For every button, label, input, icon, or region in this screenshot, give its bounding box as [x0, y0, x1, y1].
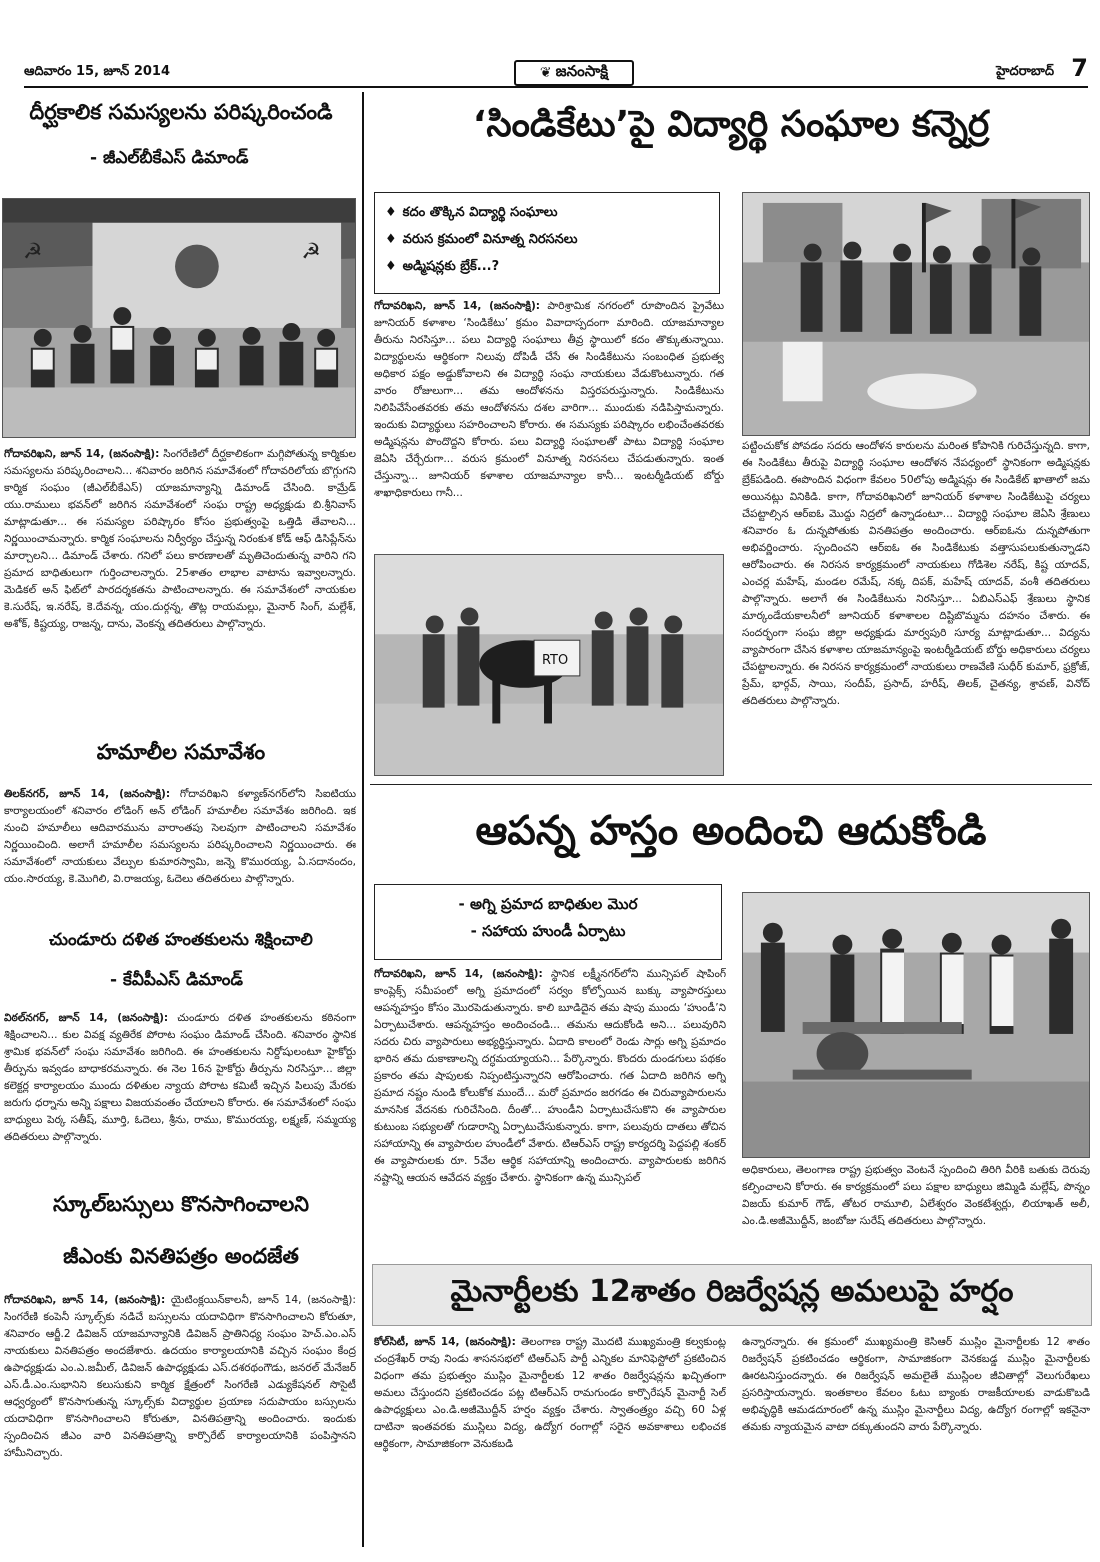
- left-story1-subhead: - జీఎల్‌బీకేఎస్ డిమాండ్: [90, 148, 249, 168]
- svg-text:RTO: RTO: [542, 653, 569, 669]
- dateline: గోదావరిఖని, జూన్ 14, (జనంసాక్షి):: [374, 968, 543, 980]
- dateline: గోదావరిఖని, జూన్ 14, (జనంసాక్షి):: [4, 448, 160, 460]
- diamond-icon: ♦: [385, 205, 397, 220]
- masthead-rule: [24, 86, 1088, 88]
- diamond-icon: ♦: [385, 232, 397, 247]
- left-story1-body: [4, 446, 356, 726]
- article-text: పట్టించుకోక పోవడం సదరు ఆందోళన కారులను మరింత కోపానికి గురిచేస్తున్నది. కాగా, ఈ సిండికేటు తీరుపై విద్యార్థి సంఘాల ఆందోళన నేపధ్యంలో స్థానికంగా అడ్మిషన్లకు బ్రేక్‌పడింది. ఈపొందిన విధంగా కేవలం 50లోపు అడ్మిషన్లు ఈ సిండికేట్ ఖాతాలో జమ అయినట్లు వినికిడి. కాగా, గోదావరిఖనిలో జూనియర్ కళాశాల సిండికేటుపై చర్యలు చేపట్టాల్సిన ఆర్ఐఓ మొద్దు నిద్రలో ఉన్నాడంటూ... విద్యార్థి సంఘాల జెఏసి శ్రేణులు శనివారం ఓ దున్నపోతుకు వినతిపత్రం అందించారు. ఆర్ఐఓను దున్నపోతుగా అభివర్ణించారు. స్పందించని ఆర్ఐఓ ఈ సిండికేటుకు వత్తాసుపలుకుతున్నాడని ఆరోపించారు. ఈ నిరసన కార్యక్రమంలో నాయకులు గోడిశెల నరేష్, కిష్ట యాదవ్, ఎంచర్ల మహేష్, మండల రమేష్, నక్క దిపక్, మహేష్ యాదవ్, వంశీ తదితరులు పాల్గొన్నారు. అలాగే ఈ సిండికేటును నిరసిస్తూ... ఏబిఎస్‌ఎఫ్ శ్రేణులు స్థానిక మార్కండేయకాలనీలో జూనియర్ కళాశాలల దిష్టిబొమ్మను దహనం చేశారు. ఈ సందర్భంగా సంఘ జిల్లా అధ్యక్షుడు మార్వపురి సూర్య మాట్లాడుతూ... విద్యను వ్యాపారంగా చేసిన కళాశాల యాజమాన్యంపై ఇంటర్మీడియట్ బోర్డు అధికారులు చర్యలు చేపట్టాలన్నారు. ఈ నిరసన కార్యక్రమంలో నాయకులు రాణవేణి సుధీర్ కుమార్, ఫ్రక్రోజ్, ప్రేమ్, భార్గవ్, సాయి, సందీప్, ప్రసాద్, హరీష్, తిలక్, చైతన్య, శ్రావణ్, వినోద్ తదితరులు పాల్గొన్నారు.: [742, 440, 1090, 707]
- article-text: చుండూరు దళిత హంతకులను కఠినంగా శిక్షించాలని... కుల వివక్ష వ్యతిరేక పోరాట సంఘం డిమాండ్ చేసింది. శనివారం స్థానిక శ్రామిక భవన్‌లో సంఘ సమావేశం జరిగింది. ఈ హంతకులను నిర్దోషులంటూ హైకోర్టు తీర్పును ఇవ్వడం బాధాకరమన్నారు. ఈ నెల 16న హైకోర్టు తీర్పును నిరసిస్తూ... జిల్లా కలెక్టర్ల కార్యాలయం ముందు దళితుల న్యాయ పోరాట కమిటీ ఇచ్చిన పిలుపు మేరకు జరుగు ధర్నాను అన్ని పక్షాలు విజయవంతం చేయాలని కోరారు. ఈ సమావేశంలో సంఘ బాధ్యులు పెర్క సతీష్, మూర్తి, ఓదెలు, శ్రీను, రాము, కొమురయ్య, లక్ష్మణ్, సమ్మయ్య తదితరులు పాల్గొన్నారు.: [4, 1012, 356, 1143]
- left-story1-headline: దీర్ఘకాలిక సమస్యలను పరిష్కరించండి: [29, 100, 333, 124]
- bullet-item: ♦ వరుస క్రమంలో వినూత్న నిరసనలు: [385, 232, 578, 247]
- left-story3-subhead: - కేవీపీఎస్ డిమాండ్: [110, 970, 243, 990]
- section-rule: [370, 784, 1092, 785]
- right-story2-headline: ఆపన్న హస్తం అందించి ఆదుకోండి: [475, 808, 987, 854]
- left-story2-headline: హమాలీల సమావేశం: [96, 740, 266, 764]
- svg-text:☭: ☭: [301, 239, 321, 265]
- newspaper-logo: [514, 60, 634, 86]
- article-text: పారిశ్రామిక నగరంలో రూపొందిన ప్రైవేటు జూనియర్ కళాశాల ‘సిండికేటు’ క్రమం వివాదాస్పదంగా మారింది. యాజమాన్యాల తీరును నిరసిస్తూ... పలు విద్యార్థి సంఘాలు తీవ్ర స్థాయిలో కదం తొక్కుతున్నాయి. విద్యార్థులను ఆర్థికంగా నిలువు దోపిడీ చేసే ఈ సిండికేటును సంబంధిత ప్రభుత్వ అధికార పక్షం అడ్డుకోవాలని ఈ విద్యార్థి సంఘ నాయకులు వేడుకొంటున్నారు. గత వారం రోజులుగా... తమ ఆందోళనను విస్తరపరుస్తున్నారు. సిండికేటును నిలిపివేసేంతవరకు తమ ఆందోళనను దశల వారిగా... ముందుకు నడిపిస్తామన్నారు. ఇందుకు విద్యార్థులు సహరించాలని కోరారు. ఈ సమస్యకు పరిష్కారం లభించేంతవరకు అడ్మిషన్లను పొందొద్దని కోరారు. పలు విద్యార్థి సంఘాలతో పాటు విద్యార్థి సంఘాల జెఏసి చేర్చేరుగా... వరుస క్రమంలో వినూత్న నిరసనలు చేపడుతున్నారు. ఇంత చేస్తున్నా... జూనియర్ కళాశాల యాజమాన్యాల కానీ... ఇంటర్మీడియట్ బోర్డు శాఖాధికారులు గానీ...: [374, 300, 724, 499]
- right-story1-body-cont: [742, 438, 1090, 778]
- article-text: అధికారులు, తెలంగాణ రాష్ట్ర ప్రభుత్వం వెంటనే స్పందించి తిరిగి వీరికి బతుకు దెరువు కల్పించాలని కోరారు. ఈ కార్యక్రమంలో పలు పక్షాల బాధ్యులు జిమ్మిడి మల్లేష్, పొన్నం విజయ్ కుమార్ గౌడ్, తోటర రామూలి, ఏలేశ్వరం వెంకటేశ్వర్లు, లియాఖత్ అలీ, ఎం.డి.అజీమొద్దీన్, జంబోజు సురేష్ తదితరులు పాల్గొన్నారు.: [742, 1164, 1090, 1227]
- student-protest-effigy-photo: [742, 192, 1090, 436]
- page-number: 7: [1071, 54, 1088, 82]
- svg-text:☭: ☭: [22, 239, 43, 265]
- right-story3-headline: మైనార్టీలకు 12శాతం రిజర్వేషన్ల అమలుపై హర్షం: [450, 1274, 1014, 1309]
- dateline: గోదావరిఖని, జూన్ 14, (జనంసాక్షి):: [4, 1294, 166, 1306]
- right-story2-body: [374, 966, 726, 1254]
- dateline: తిలక్‌నగర్, జూన్ 14, (జనంసాక్షి):: [4, 788, 171, 800]
- right-story2-body-cont: [742, 1162, 1090, 1256]
- buffalo-petition-photo: [374, 554, 724, 776]
- dateline: గోదావరిఖని, జూన్ 14, (జనంసాక్షి):: [374, 300, 541, 312]
- article-text: సింగరేణిలో దీర్ఘకాలికంగా మగ్గిపోతున్న కార్మికుల సమస్యలను పరిష్కరించాలని... శనివారం జరిగిన సమావేశంలో గోదావరిలోయ బొగ్గుగని కార్మిక సంఘం (జీఎల్‌బీకేఎస్) యాజమాన్యాన్ని డిమాండ్ చేసింది. కామ్రేడ్ యు.రాములు భవన్‌లో జరిగిన సమావేశంలో సంఘ రాష్ట్ర అధ్యక్షుడు బి.శ్రీనివాస్ మాట్లాడుతూ... ఈ సమస్యల పరిష్కారం కోసం ప్రభుత్వంపై ఒత్తిడి తేవాలని... నిర్ణయించామన్నారు. కార్మిక సంఘాలను నిర్వీర్యం చేస్తున్న నిరంకుశ కోడ్ ఆఫ్ డిసిప్లేన్‌ను మార్చాలని... డిమాండ్ చేశారు. గనిలో పలు కారణాలతో మృతిచెందుతున్న వారిని గని ప్రమాద బాధితులుగా గుర్తించాలన్నారు. 25శాతం లాభాల వాటాను ఇవ్వాలన్నారు. మెడికల్ అన్ ఫిట్‌లో పారదర్శకతను పాటించాలన్నారు. ఈ సమావేశంలో నాయకుల కె.సురేష్, ఇ.నరేష్, కె.దేవన్న, యం.దుర్గన్న, తొట్ల రాయమల్లు, మైనార్ సింగ్, మల్లేశ్, అశోక్, కిష్టయ్య, రాజన్న, దాను, వెంకన్న తదితరులు పాల్గొన్నారు.: [4, 448, 356, 630]
- dateline: విఠల్‌నగర్, జూన్ 14, (జనంసాక్షి):: [4, 1012, 169, 1024]
- subhead-line: - సహాయ హుండీ ఏర్పాటు: [470, 922, 626, 940]
- left-story4-headline: స్కూల్‌బస్సులు కొనసాగించాలని: [53, 1192, 309, 1216]
- right-story1-bullets: [374, 192, 720, 294]
- leaf-icon: ❦: [539, 65, 552, 81]
- fire-victims-donation-photo: [742, 892, 1090, 1158]
- article-text: యైటింక్లయిన్‌కాలనీ, జూన్ 14, (జనంసాక్షి): సింగరేణి కంపెనీ స్కూల్స్‌కు నడిచే బస్సులను యదావిధిగా కొనసాగించాలని కోరుతూ, శనివారం ఆర్జీ.2 డివిజన్ యాజమాన్యానికి డివిజన్ ప్రాతినిధ్య సంఘం హెచ్.ఎం.ఎస్ నాయకులు వినతిపత్రం అందజేశారు. ఉదయం కార్యాలయానికి వచ్చిన సంఘం కేంద్ర ఉపాధ్యక్షుడు ఎం.ఎ.జమీల్, డివిజన్ ఉపాధ్యక్షుడు ఎస్.దశరథంగౌడు, జనరల్ మేనేజర్ ఎస్.డీ.ఎం.సుభానిని కలుసుకుని కార్మిక క్షేత్రంలో సింగరేణి ఎడ్యుకేషనల్ సొసైటీ ఆధ్వర్యంలో కొనసాగుతున్న స్కూల్స్‌కు విద్యార్థుల ప్రయాణ సదుపాయం బస్సులను యదావిధిగా కొనసాగించాలని కోరుతూ, వినతిపత్రాన్ని అందించారు. ఇందుకు స్పందించిన జీఎం వారి వినతిపత్రాన్ని కార్పొరేట్ కార్యాలయానికి పంపిస్తానని హామీనిచ్చారు.: [4, 1294, 356, 1459]
- logo-text: జనంసాక్షి: [555, 62, 609, 80]
- article-text: ఉన్నారన్నారు. ఈ క్రమంలో ముఖ్యమంత్రి కెసిఆర్ ముస్లిం మైనార్టీలకు 12 శాతం రిజర్వేషన్ ప్రకటించడం ఆర్థికంగా, సామాజికంగా వెనకబడ్డ ముస్లిం మైనార్టీలకు ఊరటనిస్తుందన్నారు. ఈ రిజర్వేషన్ అమలైతే ముస్లింల జీవితాల్లో వెలుగురేఖలు ప్రసరిస్తాయన్నారు. ఇంతకాలం కేవలం ఓటు బ్యాంకు రాజకీయాలకు వాడుకొబడి అభివృద్ధికి ఆమడదూరంలో ఉన్న ముస్లిం మైనార్టీలు విద్య, ఉద్యోగ రంగాల్లో ఇకనైనా తమకు న్యాయమైన వాటా దక్కుతుందని వారు పేర్కొన్నారు.: [742, 1336, 1090, 1433]
- issue-date: ఆదివారం 15, జూన్ 2014: [24, 64, 171, 79]
- right-story1-headline: ‘సిండికేటు’పై విద్యార్థి సంఘాల కన్నెర్ర: [472, 104, 990, 145]
- article-text: తెలంగాణ రాష్ట్ర మొదటి ముఖ్యమంత్రి కల్వకుంట్ల చంద్రశేఖర్ రావు నిండు శాసనసభలో టిఆర్ఎస్ పార్టీ ఎన్నికల మానిఫెస్టోలో ప్రకటించిన విధంగా తమ ప్రభుత్వం ముస్లిం మైనార్టీలకు 12 శాతం రిజర్వేషన్లను ఖచ్చితంగా అమలు చేస్తుందని ప్రకటించడం పట్ల టిఆర్ఎస్ రామగుండం కార్పొరేషన్ మైనార్టీ సెల్ ఉపాధ్యక్షులు ఎం.డి.అజీమొద్దీన్ హర్షం వ్యక్తం చేశారు. స్వాతంత్ర్యం వచ్చి 60 ఏళ్ల దాటినా ఇంతవరకు ముస్లిలు విద్య, ఉద్యోగ రంగాల్లో సరైన అవకాశాలు లభించక ఆర్థికంగా, సామాజికంగా వెనుకబడి: [374, 1336, 726, 1450]
- right-story3-body: [374, 1334, 726, 1506]
- bullet-item: ♦ అడ్మిషన్లకు బ్రేక్...?: [385, 259, 500, 274]
- diamond-icon: ♦: [385, 259, 397, 274]
- article-text: స్థానిక లక్ష్మీనగర్‌లోని మున్సిపల్ షాపింగ్ కాంప్లెక్స్ సమీపంలో అగ్ని ప్రమాదంలో సర్వం కోల్పోయిన బుక్కు వ్యాపారస్తులు ఆపన్నహస్తం కోసం మొరపెడుతున్నారు. కాలి బూడిదైన తమ షాపు ముందు ‘హుండీ’ని ఏర్పాటుచేశారు. ఆపన్నహస్తం అందించండి... తమను ఆదుకోండి అని... పలువురిని సదరు చిరు వ్యాపారులు అభ్యర్థిస్తున్నారు. ఏదాది కాలంలో రెండు సార్లు అగ్ని ప్రమాదం భారిన తమ దుకాణాలన్ని దగ్ధమయ్యాయని... పేర్కొన్నారు. కొందరు దుండగులు పథకం ప్రకారం తమ షాపులకు నిప్పంటిస్తున్నారని ఆరోపించారు. గత ఏదాది జరిగిన అగ్ని ప్రమాద నష్టం నుండి కోలుకోక ముందే... మరో ప్రమాదం జరగడం ఈ చిరువ్యాపారులను మానసిక వేదనకు గురిచేసింది. దీంతో... హుండీని ఏర్పాటుచేసుకొని ఈ వ్యాపారుల కుటుంబ సభ్యులతో గుడారాన్ని ఏర్పాటుచేసుకున్నారు. కాగా, పలువురు దాతలు తోచిన సహాయాన్ని ఈ వ్యాపారుల హుండీలో వేశారు. టిఆర్ఎస్ రాష్ట్ర కార్యదర్శి పెద్దపల్లి శంకర్ ఈ వ్యాపారులకు రూ. 5వేల ఆర్థిక సహాయాన్ని అందించారు. వ్యాపారులకు జరిగిన నష్టాన్ని ఆయన ఆవేదన వ్యక్తం చేశారు. స్థానికంగా ఉన్న మున్సిపల్: [374, 968, 726, 1184]
- subhead-line: - అగ్ని ప్రమాద బాధితుల మొర: [458, 895, 638, 913]
- right-story2-subheads: [374, 884, 722, 960]
- article-text: గోదావరిఖని కళ్యాణ్‌నగర్‌లోని సిఐటియు కార్యాలయంలో శనివారం లోడింగ్ అన్ లోడింగ్ హమాలీల సమావేశం జరిగింది. ఇక నుంచి హమాలీలు ఆదివారమును వారాంతపు సెలవుగా పాటించాలని సమావేశం నిర్ణయించింది. అలాగే హమాలీల సమస్యలను పరిష్కరించాలని నిర్ణయించారు. ఈ సమావేశంలో నాయకులు వేల్పుల కుమారస్వామి, జన్నె కొమురయ్య, ఏ.సదానందం, యం.సారయ్య, కె.మొగిలి, వి.రాజయ్య, ఓదెలు తదితరులు పాల్గొన్నారు.: [4, 788, 356, 885]
- edition-city: హైదరాబాద్: [996, 64, 1054, 79]
- union-meeting-photo: [2, 198, 356, 438]
- right-story3-body-cont: [742, 1334, 1090, 1506]
- left-story4-headline2: జీఎంకు వినతిపత్రం అందజేత: [63, 1244, 299, 1268]
- right-story1-body: [374, 298, 724, 548]
- left-story3-headline: చుండూరు దళిత హంతకులను శిక్షించాలి: [49, 930, 313, 950]
- left-story3-body: [4, 1010, 356, 1182]
- column-divider: [362, 92, 364, 1547]
- dateline: కోల్‌సిటీ, జూన్ 14, (జనంసాక్షి):: [374, 1336, 516, 1348]
- bullet-item: ♦ కదం తొక్కిన విద్యార్థి సంఘాలు: [385, 205, 558, 220]
- left-story2-body: [4, 786, 356, 920]
- masthead: [24, 56, 1088, 90]
- left-story4-body: [4, 1292, 356, 1512]
